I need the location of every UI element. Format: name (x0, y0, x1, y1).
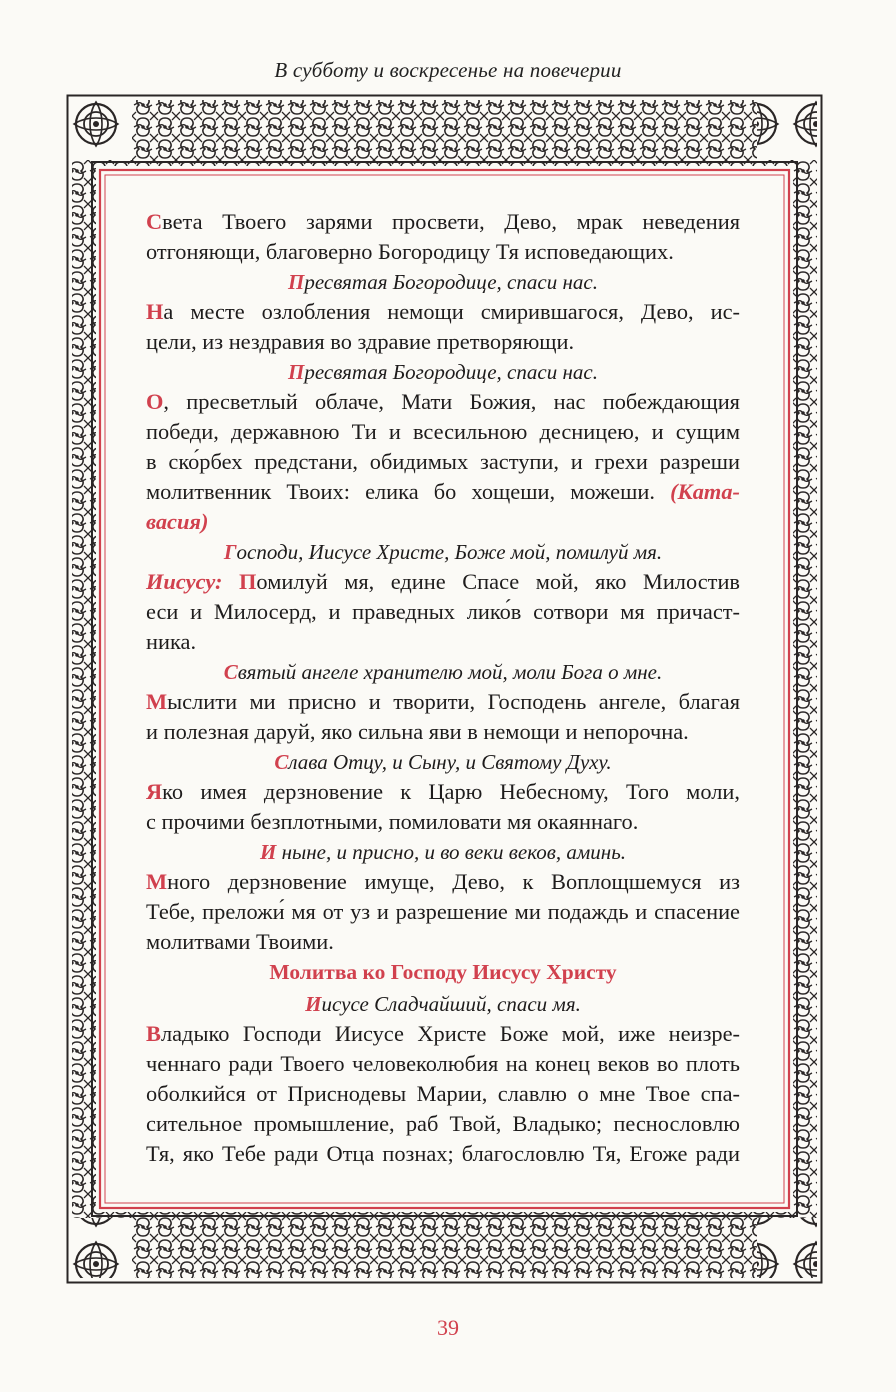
verse-line: ченнаго ради Твоего человеколюбия на конец веков во плоть (146, 1051, 740, 1076)
verse-5 (146, 687, 740, 747)
refrain-text: ресвятая Богородице, спаси нас. (304, 270, 598, 294)
prayer-text (146, 207, 740, 1169)
red-initial: Г (223, 540, 237, 564)
red-initial: П (288, 270, 305, 294)
red-initial: О (146, 389, 164, 414)
rubric-katavasia-end: васия) (146, 509, 209, 534)
red-initial: Н (146, 299, 164, 324)
verse-line: с прочими безплотными, помиловати мя окаяннаго. (146, 809, 639, 834)
verse-line: , пресветлый облаче, Мати Божия, нас побеждающия (163, 389, 740, 414)
red-initial: С (223, 660, 238, 684)
red-initial: С (146, 209, 163, 234)
verse-line: оболкийся от Приснодевы Марии, славлю о мне Твое спа- (146, 1081, 740, 1106)
refrain-6 (146, 837, 740, 867)
refrain-text: ныне, и присно, и во веки веков, аминь. (276, 840, 626, 864)
red-initial: М (146, 689, 168, 714)
red-initial: Я (146, 779, 163, 804)
refrain-4 (146, 657, 740, 687)
verse-line: Тя, яко Тебе ради Отца познах; благословлю Тя, Егоже ради (146, 1141, 740, 1166)
verse-8 (146, 1019, 740, 1169)
verse-line: ного дерзновение имуще, Дево, к Воплощшемуся из (167, 869, 740, 894)
red-initial: С (274, 750, 289, 774)
red-initial: П (239, 569, 257, 594)
verse-1 (146, 207, 740, 267)
verse-line: цели, из нездравия во здравие претворяющи. (146, 329, 575, 354)
verse-line: молитвами Твоими. (146, 929, 334, 954)
rubric-iisusu: Иисусу: (146, 569, 223, 594)
refrain-5 (146, 747, 740, 777)
red-initial: П (288, 360, 305, 384)
red-initial: В (146, 1021, 161, 1046)
verse-line: ыслити ми присно и творити, Господень ангеле, благая (167, 689, 740, 714)
verse-line: Тебе, преложи́ мя от уз и разрешение ми подаждь и спасение (146, 899, 740, 924)
verse-line: вета Твоего зарями просвети, Дево, мрак неведения (162, 209, 740, 234)
page-number: 39 (437, 1315, 459, 1340)
refrain-text: вятый ангеле хранителю мой, моли Бога о мне. (237, 660, 663, 684)
verse-2 (146, 297, 740, 357)
verse-line: а месте озлобления немощи смирившагося, Дево, ис- (163, 299, 740, 324)
verse-line: отгоняющи, благоверно Богородицу Тя исповедающих. (146, 239, 674, 264)
red-initial: М (146, 869, 168, 894)
verse-7 (146, 867, 740, 957)
refrain-text: ресвятая Богородице, спаси нас. (304, 360, 598, 384)
running-head: В субботу и воскресенье на повечерии (274, 58, 622, 82)
refrain-1 (146, 267, 740, 297)
refrain-text: лава Отцу, и Сыну, и Святому Духу. (288, 750, 612, 774)
red-initial: И (259, 840, 277, 864)
verse-line: сительное промышление, раб Твой, Владыко; песнословлю (146, 1111, 740, 1136)
verse-line: ладыко Господи Иисусе Христе Боже мой, иже неизре- (160, 1021, 740, 1046)
section-heading: Молитва ко Господу Иисусу Христу (269, 960, 617, 984)
verse-3 (146, 387, 740, 537)
rubric-katavasia: (Ката- (670, 479, 740, 504)
refrain-text: осподи, Иисусе Христе, Боже мой, помилуй мя. (236, 540, 663, 564)
verse-line: ника. (146, 629, 197, 654)
verse-line: омилуй мя, едине Спасе мой, яко Милостив (256, 569, 740, 594)
refrain-2 (146, 357, 740, 387)
verse-6 (146, 777, 740, 837)
verse-line: в ско́рбех предстани, обидимых заступи, и грехи разреши (146, 449, 740, 474)
verse-line: победи, державною Ти и всесильною десницею, и сущим (146, 419, 740, 444)
refrain-text: исусе Сладчайший, спаси мя. (321, 992, 581, 1016)
refrain-7 (146, 989, 740, 1019)
verse-4 (146, 567, 740, 657)
verse-line: ко имея дерзновение к Царю Небесному, Того моли, (162, 779, 740, 804)
red-initial: И (305, 992, 322, 1016)
verse-line: молитвенник Твоих: елика бо хощеши, можеши. (146, 479, 655, 504)
refrain-3 (146, 537, 740, 567)
verse-line: и полезная даруй, яко сильна яви в немощи и непорочна. (146, 719, 689, 744)
verse-line: еси и Милосерд, и праведных лико́в сотвори мя причаст- (146, 599, 740, 624)
